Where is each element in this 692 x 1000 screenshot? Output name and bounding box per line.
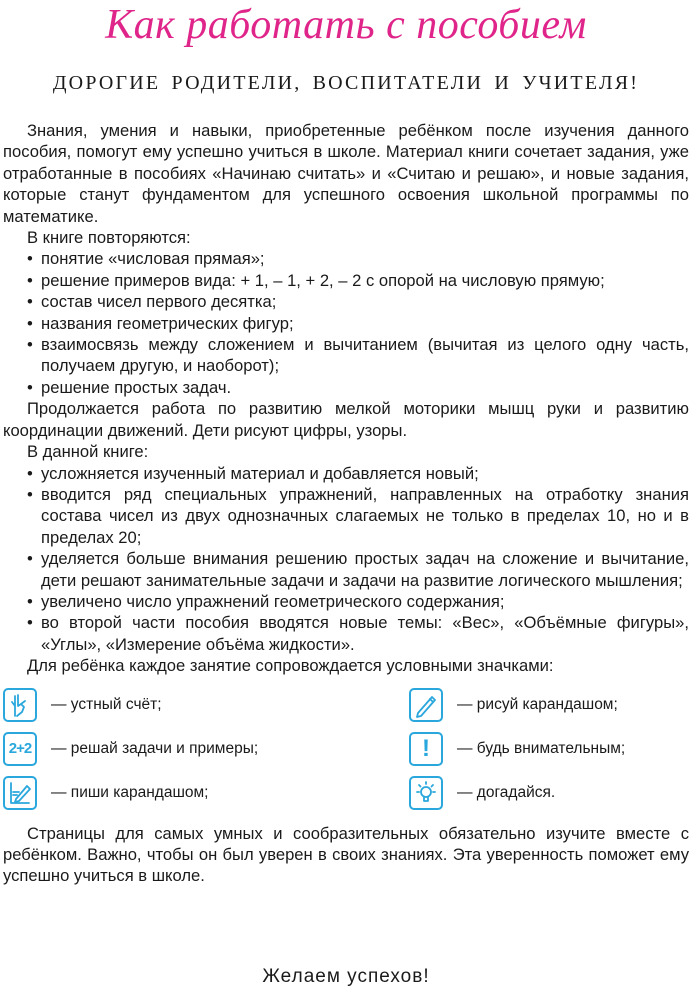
list-item: • решение простых задач.	[3, 377, 689, 398]
icon-legend-right	[409, 685, 689, 817]
pencil-draw-icon	[409, 688, 443, 722]
page-title: Как работать с пособием	[105, 2, 587, 48]
page-subtitle: ДОРОГИЕ РОДИТЕЛИ, ВОСПИТАТЕЛИ И УЧИТЕЛЯ!	[52, 72, 640, 94]
list-item: • вводится ряд специальных упражнений, направленных на отработку знания состава чисел из двух однозначных слагаемых не только в пределах 10, но и в пределах 20;	[3, 484, 689, 548]
lightbulb-icon	[409, 776, 443, 810]
legend-label: — решай задачи и примеры;	[51, 739, 259, 757]
list-item: • взаимосвязь между сложением и вычитанием (вычитая из целого одну часть, получаем другую, и наоборот);	[3, 334, 689, 377]
hand-gesture-icon	[3, 688, 37, 722]
intro-paragraph: Знания, умения и навыки, приобретенные ребёнком после изучения данного пособия, помогут ему успешно учиться в школе. Материал книги сочетает задания, уже отработанные в пособиях «Начинаю считать» и «Считаю и решаю», и новые задания, которые станут фундаментом для успешного освоения школьной программы по математике.	[3, 121, 689, 226]
pencil-write-icon	[3, 776, 37, 810]
legend-row	[3, 729, 339, 769]
repeat-lead: В книге повторяются:	[27, 228, 191, 248]
book-lead: В данной книге:	[27, 442, 149, 462]
legend-label: — догадайся.	[457, 783, 556, 801]
legend-row	[409, 773, 689, 813]
icon-legend	[3, 685, 689, 817]
book-list	[3, 463, 689, 656]
exclamation-icon	[409, 732, 443, 766]
closing-wish: Желаем успехов!	[262, 966, 430, 987]
legend-row	[3, 685, 339, 725]
main-content	[3, 120, 689, 887]
list-item: • состав чисел первого десятка;	[3, 291, 689, 312]
plus-sum-icon	[3, 732, 37, 766]
legend-label: — устный счёт;	[51, 695, 162, 713]
list-item: • усложняется изученный материал и добавляется новый;	[3, 463, 689, 484]
list-item: • названия геометрических фигур;	[3, 313, 689, 334]
icon-legend-left	[3, 685, 339, 817]
list-item: • во второй части пособия вводятся новые темы: «Вес», «Объёмные фигуры», «Углы», «Измерение объёма жидкости».	[3, 612, 689, 655]
icons-lead: Для ребёнка каждое занятие сопровождается условными значками:	[27, 656, 554, 676]
exclamation-glyph: !	[422, 734, 430, 762]
closing-paragraph: Страницы для самых умных и сообразительных обязательно изучите вместе с ребёнком. Важно, чтобы он был уверен в своих знаниях. Эта уверенность поможет ему успешно учиться в школе.	[3, 823, 689, 886]
repeat-list	[3, 248, 689, 398]
plus-sum-glyph: 2+2	[8, 739, 32, 757]
legend-label: — рисуй карандашом;	[457, 695, 618, 713]
legend-row	[3, 773, 339, 813]
motor-paragraph: Продолжается работа по развитию мелкой моторики мышц руки и развитию координации движений. Дети рисуют цифры, узоры.	[3, 399, 689, 440]
legend-row	[409, 685, 689, 725]
list-item: • понятие «числовая прямая»;	[3, 248, 689, 269]
list-item: • уделяется больше внимания решению простых задач на сложение и вычитание, дети решают занимательные задачи и задачи на развитие логического мышления;	[3, 548, 689, 591]
legend-label: — будь внимательным;	[457, 739, 626, 757]
legend-label: — пиши карандашом;	[51, 783, 209, 801]
list-item: • увеличено число упражнений геометрического содержания;	[3, 591, 689, 612]
legend-row	[409, 729, 689, 769]
list-item: • решение примеров вида: + 1, – 1, + 2, – 2 с опорой на числовую прямую;	[3, 270, 689, 291]
